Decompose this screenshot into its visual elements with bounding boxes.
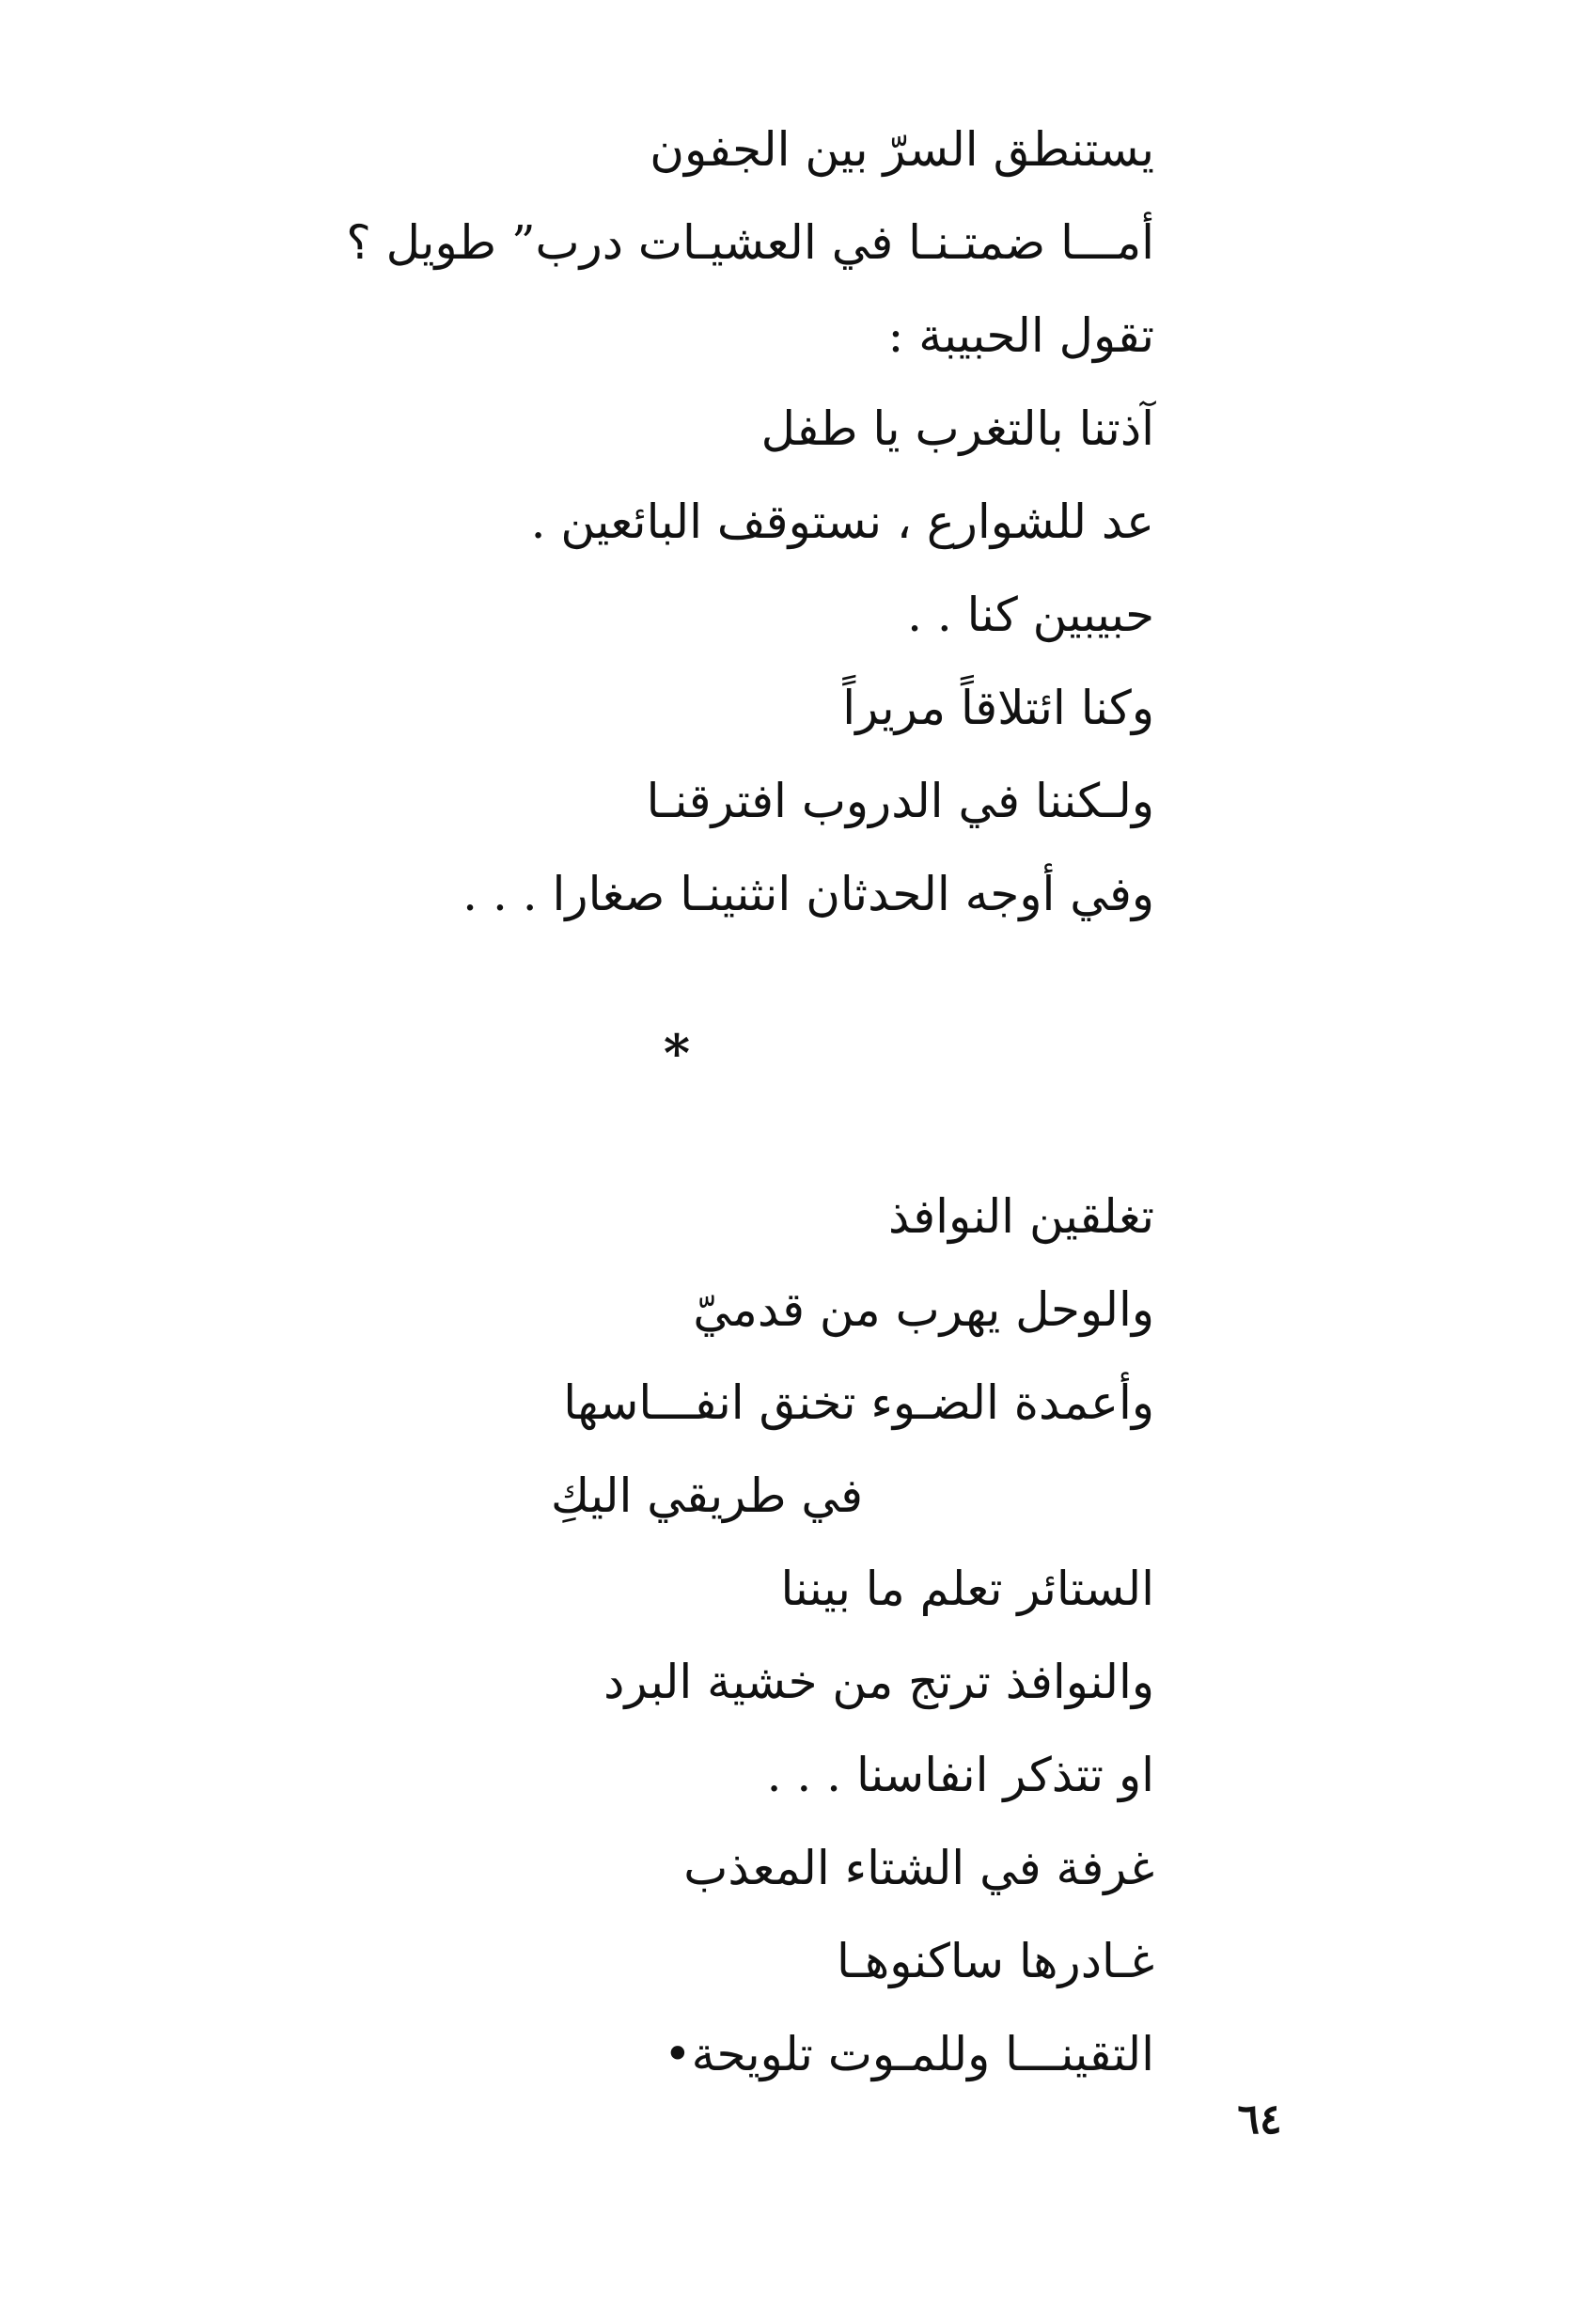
verse-line: عد للشوارع ، نستوقف البائعين . <box>530 495 1154 549</box>
verse-line: تقول الحبيبة : <box>887 308 1154 363</box>
verse-line: يستنطق السرّ بين الجفون <box>650 122 1154 177</box>
verse-line: آذتنا بالتغرب يا طفل <box>760 401 1154 456</box>
verse-line: التقينـــا وللمـوت تلويحة• <box>664 2027 1154 2081</box>
verse-line: وفي أوجه الحدثان انثنينـا صغارا . . . <box>462 867 1154 921</box>
poem-stanza-1 <box>308 103 1154 941</box>
verse-line: تغلقين النوافذ <box>887 1189 1154 1244</box>
page-number: ٦٤ <box>1237 2096 1282 2143</box>
verse-line: حبيبين كنا . . <box>907 588 1154 642</box>
verse-line: في طريقي اليكِ <box>551 1468 863 1523</box>
verse-line: والوحل يهرب من قدميّ <box>693 1282 1154 1337</box>
verse-line: ولـكننا في الدروب افترقنـا <box>646 774 1154 828</box>
verse-line: وكنا ائتلاقاً مريراً <box>842 681 1154 735</box>
verse-line: أمـــا ضمتـنـا في العشيـات درب” طويل ؟ <box>346 215 1154 270</box>
verse-line: الستائر تعلم ما بيننا <box>780 1562 1154 1616</box>
verse-line: غـادرها ساكنوهـا <box>836 1934 1154 1988</box>
section-separator-asterisk: * <box>663 1023 691 1083</box>
verse-line: وأعمدة الضـوء تخنق انفـــاسها <box>563 1375 1154 1430</box>
verse-line: او تتذكر انفاسنا . . . <box>766 1748 1154 1802</box>
verse-line: والنوافذ ترتج من خشية البرد <box>603 1655 1154 1709</box>
verse-line: غرفة في الشتاء المعذب <box>683 1841 1154 1895</box>
poem-stanza-2 <box>308 1170 1154 2101</box>
